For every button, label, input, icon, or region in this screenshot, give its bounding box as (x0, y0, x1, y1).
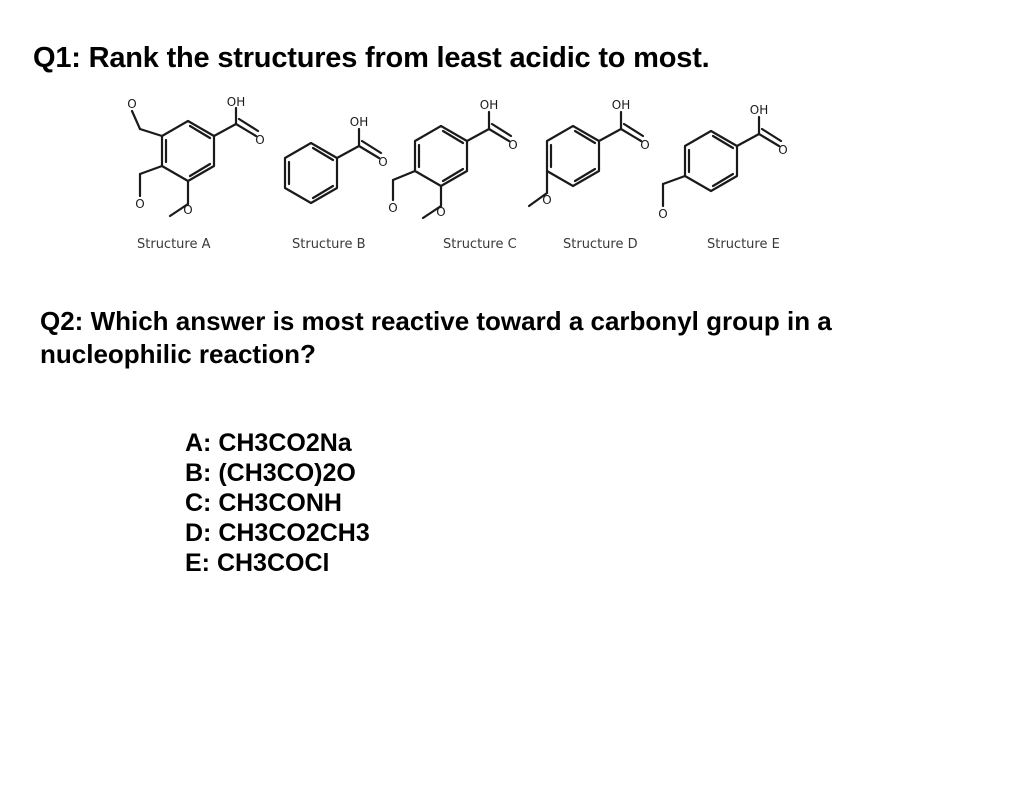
atom-label-o: O (640, 138, 650, 152)
answer-option-a: A: CH3CO2Na (185, 429, 352, 457)
atom-label-o: O (135, 197, 145, 211)
atom-label-oh: OH (349, 115, 369, 129)
structure-label-d: Structure D (563, 237, 638, 252)
atom-label-o: O (255, 133, 265, 147)
answer-list (185, 428, 370, 578)
atom-label-o: O (378, 155, 388, 169)
question-2-title: Q2: Which answer is most reactive toward a carbonyl group in a nucleophilic reaction? (40, 306, 832, 369)
structure-labels (110, 237, 850, 257)
atom-label-o: O (658, 207, 668, 221)
atom-label-o: O (436, 205, 446, 219)
atom-label-o: O (542, 193, 552, 207)
answer-option-d: D: CH3CO2CH3 (185, 519, 370, 547)
question-1-title: Q1: Rank the structures from least acidic to most. (33, 42, 710, 74)
atom-label-o: O (127, 97, 137, 111)
structure-label-a: Structure A (137, 237, 211, 252)
structure-label-c: Structure C (443, 237, 517, 252)
atom-label-oh: OH (749, 103, 769, 117)
answer-option-e: E: CH3COCl (185, 549, 330, 577)
atom-label-o: O (508, 138, 518, 152)
atom-label-oh: OH (611, 98, 631, 112)
atom-label-o: O (183, 203, 193, 217)
atom-label-o: O (778, 143, 788, 157)
answer-option-b: B: (CH3CO)2O (185, 459, 356, 487)
atom-label-oh: OH (226, 96, 246, 109)
answer-option-c: C: CH3CONH (185, 489, 342, 517)
atom-label-oh: OH (479, 98, 499, 112)
atom-label-o: O (388, 201, 398, 215)
structure-label-e: Structure E (707, 237, 780, 252)
structure-label-b: Structure B (292, 237, 366, 252)
